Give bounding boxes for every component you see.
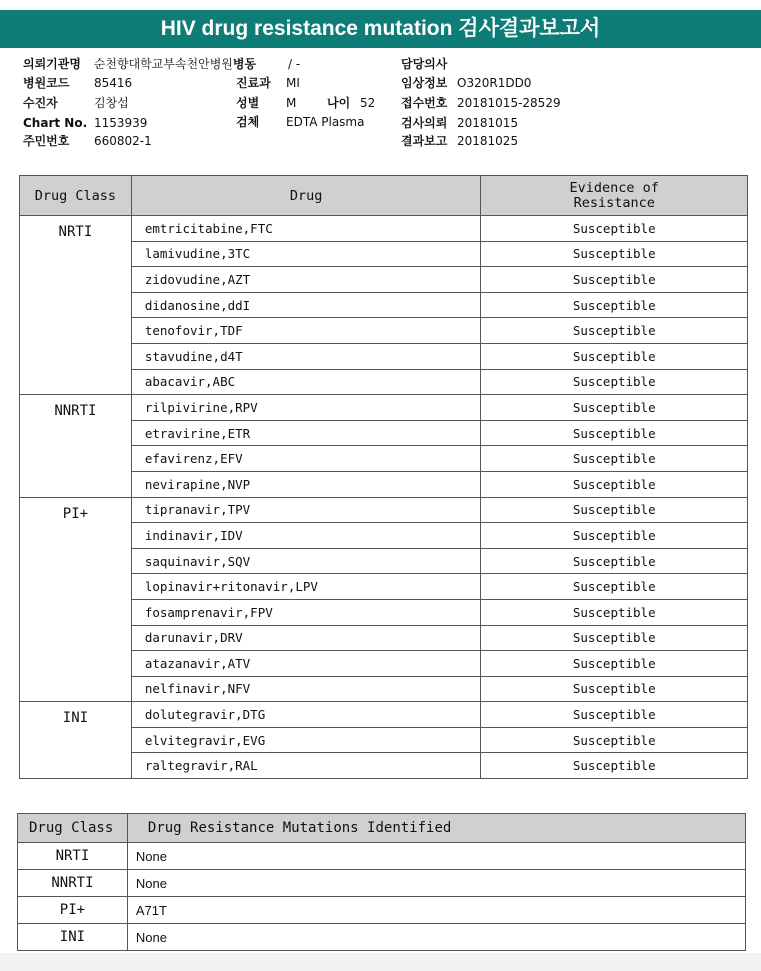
evidence-cell: Susceptible: [481, 369, 748, 395]
evidence-cell: Susceptible: [481, 599, 748, 625]
header-mut-drug-class: Drug Class: [18, 814, 128, 843]
evidence-cell: Susceptible: [481, 420, 748, 446]
chart-value: 1153939: [94, 116, 148, 130]
drug-class-cell: NNRTI: [20, 395, 132, 497]
drug-class-cell: INI: [20, 702, 132, 779]
drug-name-cell: stavudine,d4T: [131, 343, 481, 369]
institution-value: 순천향대학교부속천안병원: [93, 57, 233, 71]
evidence-cell: Susceptible: [481, 753, 748, 779]
evidence-cell: Susceptible: [481, 241, 748, 267]
header-evidence: Evidence of Resistance: [481, 176, 748, 216]
name-value: 김창섭: [94, 96, 129, 110]
table-row: [20, 395, 748, 421]
sex-value: M: [286, 96, 297, 110]
request-date-label: 검사의뢰: [401, 116, 448, 130]
drug-name-cell: lamivudine,3TC: [131, 241, 481, 267]
clinical-info-value: O320R1DD0: [457, 76, 532, 90]
evidence-cell: Susceptible: [481, 267, 748, 293]
report-date-value: 20181025: [457, 134, 519, 148]
drug-name-cell: atazanavir,ATV: [131, 651, 481, 677]
drug-name-cell: elvitegravir,EVG: [131, 727, 481, 753]
report-title: HIV drug resistance mutation 검사결과보고서: [0, 10, 761, 48]
drug-name-cell: raltegravir,RAL: [131, 753, 481, 779]
table-row: [20, 216, 748, 242]
department-value: MI: [286, 76, 300, 90]
specimen-label: 검체: [236, 115, 260, 129]
sex-label: 성별: [236, 96, 260, 110]
chart-label: Chart No.: [23, 116, 88, 130]
accession-label: 접수번호: [401, 96, 448, 110]
drug-class-cell: PI+: [20, 497, 132, 702]
doctor-row: [401, 57, 447, 71]
evidence-cell: Susceptible: [481, 446, 748, 472]
table-row: [20, 497, 748, 523]
ward-label: 병동: [232, 57, 257, 71]
drug-name-cell: nelfinavir,NFV: [131, 676, 481, 702]
drug-name-cell: efavirenz,EFV: [131, 446, 481, 472]
mutation-class-cell: INI: [18, 924, 128, 951]
drug-name-cell: darunavir,DRV: [131, 625, 481, 651]
drug-name-cell: tenofovir,TDF: [131, 318, 481, 344]
table-row: [18, 897, 746, 924]
drug-name-cell: rilpivirine,RPV: [131, 395, 481, 421]
institution-label: 의뢰기관명: [23, 57, 81, 71]
drug-name-cell: fosamprenavir,FPV: [131, 599, 481, 625]
institution-row: [23, 57, 256, 71]
header-drug-class: Drug Class: [20, 176, 132, 216]
doctor-label: 담당의사: [401, 57, 448, 71]
drug-name-cell: lopinavir+ritonavir,LPV: [131, 574, 481, 600]
specimen-value: EDTA Plasma: [286, 115, 365, 129]
drug-class-cell: NRTI: [20, 216, 132, 395]
drug-resistance-table: [19, 175, 748, 779]
mutation-value-cell: A71T: [127, 897, 745, 924]
evidence-cell: Susceptible: [481, 292, 748, 318]
mutation-table: [17, 813, 746, 951]
mutation-table-body: [18, 843, 746, 951]
mutation-table-header: [18, 814, 746, 843]
table-row: [20, 702, 748, 728]
header-mutations: Drug Resistance Mutations Identified: [127, 814, 745, 843]
table-row: [18, 843, 746, 870]
drug-table-body: [20, 216, 748, 779]
department-label: 진료과: [236, 76, 271, 90]
drug-name-cell: dolutegravir,DTG: [131, 702, 481, 728]
header-drug: Drug: [131, 176, 481, 216]
mutation-value-cell: None: [127, 924, 745, 951]
request-date-value: 20181015: [457, 116, 519, 130]
drug-table-header: [20, 176, 748, 216]
bottom-band: [0, 953, 761, 971]
mutation-class-cell: NNRTI: [18, 870, 128, 897]
age-value: 52: [360, 96, 376, 110]
hospital-code-value: 85416: [94, 76, 133, 90]
evidence-cell: Susceptible: [481, 548, 748, 574]
ward-value: / -: [288, 57, 301, 71]
mutation-class-cell: NRTI: [18, 843, 128, 870]
mutation-value-cell: None: [127, 843, 745, 870]
drug-name-cell: didanosine,ddI: [131, 292, 481, 318]
drug-name-cell: nevirapine,NVP: [131, 471, 481, 497]
evidence-cell: Susceptible: [481, 497, 748, 523]
name-label: 수진자: [23, 96, 58, 110]
evidence-cell: Susceptible: [481, 625, 748, 651]
evidence-cell: Susceptible: [481, 318, 748, 344]
table-row: [18, 924, 746, 951]
evidence-cell: Susceptible: [481, 216, 748, 242]
evidence-cell: Susceptible: [481, 343, 748, 369]
evidence-cell: Susceptible: [481, 727, 748, 753]
table-row: [18, 870, 746, 897]
drug-name-cell: indinavir,IDV: [131, 523, 481, 549]
accession-value: 20181015-28529: [457, 96, 561, 110]
id-label: 주민번호: [23, 134, 70, 148]
mutation-value-cell: None: [127, 870, 745, 897]
drug-name-cell: etravirine,ETR: [131, 420, 481, 446]
drug-name-cell: tipranavir,TPV: [131, 497, 481, 523]
evidence-cell: Susceptible: [481, 471, 748, 497]
evidence-cell: Susceptible: [481, 395, 748, 421]
evidence-cell: Susceptible: [481, 702, 748, 728]
drug-name-cell: abacavir,ABC: [131, 369, 481, 395]
drug-name-cell: saquinavir,SQV: [131, 548, 481, 574]
drug-name-cell: emtricitabine,FTC: [131, 216, 481, 242]
id-value: 660802-1: [94, 134, 152, 148]
hospital-code-label: 병원코드: [23, 76, 70, 90]
drug-name-cell: zidovudine,AZT: [131, 267, 481, 293]
evidence-cell: Susceptible: [481, 523, 748, 549]
evidence-cell: Susceptible: [481, 676, 748, 702]
mutation-class-cell: PI+: [18, 897, 128, 924]
age-label: 나이: [327, 96, 351, 110]
evidence-cell: Susceptible: [481, 651, 748, 677]
evidence-cell: Susceptible: [481, 574, 748, 600]
report-date-label: 결과보고: [401, 134, 448, 148]
clinical-info-label: 임상정보: [401, 76, 448, 90]
